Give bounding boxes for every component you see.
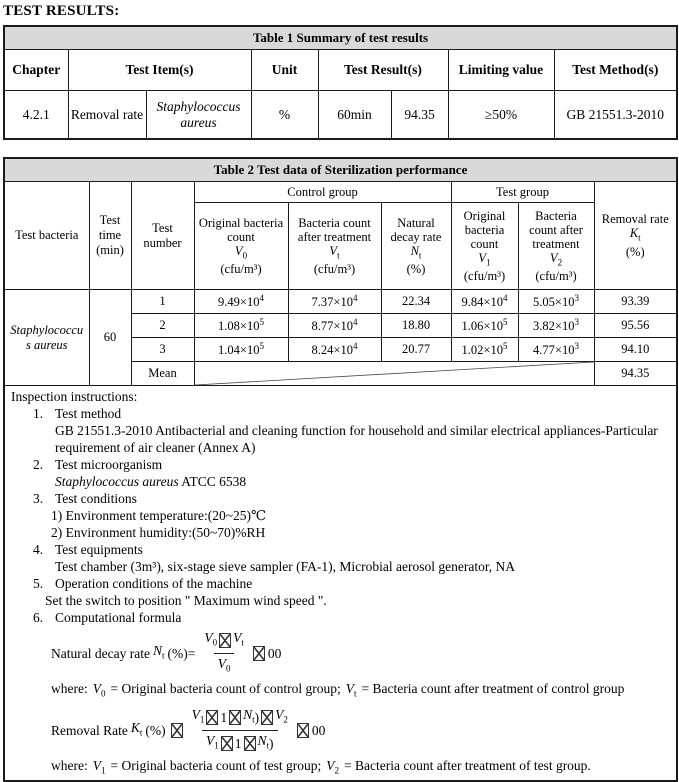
var-V: V (191, 707, 200, 723)
cell-v0 (194, 314, 288, 338)
table1-header-row (4, 50, 677, 91)
var-V1 (93, 757, 106, 780)
cell-duration: 60min (318, 91, 391, 140)
instruction-item-5 (11, 575, 670, 592)
item-number: 4. (33, 542, 44, 557)
var-K-sub: t (139, 727, 143, 738)
var-N: N (257, 732, 267, 748)
subheader-nt-unit: (%) (406, 262, 426, 277)
table1-header-test-items: Test Item(s) (68, 50, 251, 91)
subheader-v2-symbol (521, 251, 592, 270)
var-V: V (92, 758, 101, 774)
subheader-v1 (451, 203, 518, 290)
cell-v1 (451, 314, 518, 338)
sci-exponent: 5 (259, 316, 264, 327)
subheader-v2-unit: (cfu/m³) (535, 269, 577, 284)
var-Vt (346, 680, 357, 703)
table2-header-test-number: Test number (131, 182, 194, 290)
cell-test-item: Removal rate (68, 91, 146, 140)
var-V: V (217, 655, 226, 671)
cell-result: 94.35 (391, 91, 448, 140)
table1-header-test-methods: Test Method(s) (554, 50, 677, 91)
var-V-sub: t (354, 689, 357, 700)
item-title: Test equipments (55, 542, 143, 557)
missing-glyph-icon (219, 633, 231, 648)
item-3-line-1: 1) Environment temperature:(20~25)℃ (51, 508, 267, 523)
var-Nt (243, 706, 255, 729)
formula-pct: (%) (145, 722, 166, 738)
where-def: = Bacteria count after treatment of control group (361, 681, 625, 697)
var-V-sub: 1 (100, 766, 106, 777)
var-V: V (206, 732, 215, 748)
var-V-sub: 1 (486, 257, 491, 268)
var-Nt (153, 642, 165, 665)
instructions-row (4, 386, 677, 782)
cell-diagonal-strike (194, 362, 594, 386)
instruction-item-6 (11, 609, 670, 626)
item-title: Test method (55, 406, 122, 421)
item-title: Test microorganism (55, 457, 163, 472)
formula-label: Removal Rate (51, 722, 128, 738)
cell-test-bacteria: Staphylococcus aureus (4, 290, 89, 386)
item-title: Operation conditions of the machine (55, 576, 253, 591)
formula-label: Natural decay rate (51, 645, 150, 661)
cell-mean-removal-rate: 94.35 (594, 362, 677, 386)
sci-mantissa: 1.02×10 (461, 343, 503, 358)
table-row (4, 91, 677, 140)
var-N-sub: t (266, 740, 270, 751)
fraction-numerator (200, 629, 248, 653)
item-2-body (55, 473, 670, 490)
formula-one: 1 (234, 735, 242, 751)
subheader-vt-symbol (291, 244, 379, 263)
cell-nt: 22.34 (381, 290, 451, 314)
var-K: K (629, 226, 639, 241)
cell-removal-rate: 95.56 (594, 314, 677, 338)
var-V-sub: 0 (225, 663, 231, 674)
removal-rate-label: Removal rate (601, 212, 669, 227)
table2-header-test-time: Test time (min) (89, 182, 131, 290)
var-V2 (275, 706, 288, 729)
var-V: V (233, 630, 242, 645)
table1-header-limiting-value: Limiting value (448, 50, 554, 91)
item-number: 1. (33, 406, 44, 421)
cell-v2 (518, 290, 594, 314)
var-K-sub: t (638, 232, 641, 243)
var-V-sub: t (241, 637, 244, 648)
item-3-line-2: 2) Environment humidity:(50~70)%RH (51, 525, 266, 540)
var-V-sub: 2 (334, 766, 340, 777)
var-N-sub: t (418, 250, 422, 261)
var-V: V (345, 681, 355, 697)
missing-glyph-icon (244, 736, 256, 751)
diagonal-line-icon (195, 362, 594, 385)
cell-unit: % (251, 91, 318, 140)
subheader-v0-symbol (197, 244, 286, 263)
where-def: = Original bacteria count of test group; (110, 758, 322, 774)
fraction-denominator (214, 653, 235, 678)
fraction (188, 706, 292, 754)
cell-vt (288, 290, 381, 314)
sci-mantissa: 7.37×10 (311, 295, 353, 310)
sci-exponent: 5 (259, 340, 264, 351)
formula-one: 1 (220, 709, 228, 725)
subheader-v0 (194, 203, 288, 290)
instructions-title: Inspection instructions: (11, 389, 138, 404)
var-K: K (130, 719, 140, 735)
cell-test-number: 2 (131, 314, 194, 338)
cell-v2 (518, 314, 594, 338)
var-Nt (258, 732, 270, 755)
removal-rate-formula (51, 706, 670, 754)
item-title: Computational formula (55, 610, 182, 625)
instruction-item-1 (11, 405, 670, 422)
table1-caption: Table 1 Summary of test results (4, 26, 677, 50)
cell-removal-rate: 94.10 (594, 338, 677, 362)
fraction (200, 629, 248, 677)
cell-mean-label: Mean (131, 362, 194, 386)
item-number: 3. (33, 491, 44, 506)
formula-tail: 00 (311, 722, 326, 738)
cell-test-time: 60 (89, 290, 131, 386)
var-V-sub: 2 (283, 714, 288, 725)
cell-v1 (451, 338, 518, 362)
var-V0 (93, 680, 106, 703)
table1-caption-row (4, 26, 677, 50)
table1-header-test-results: Test Result(s) (318, 50, 448, 91)
sci-exponent: 4 (259, 292, 264, 303)
fraction-denominator (202, 730, 278, 755)
cell-v2 (518, 338, 594, 362)
sci-mantissa: 4.77×10 (533, 343, 575, 358)
subheader-v2 (518, 203, 594, 290)
where-def: = Bacteria count after treatment of test group. (344, 758, 591, 774)
var-Vt (233, 629, 244, 652)
var-V: V (234, 243, 243, 258)
natural-decay-formula (51, 629, 670, 677)
var-Kt (131, 719, 143, 742)
cell-removal-rate: 93.39 (594, 290, 677, 314)
var-V1 (192, 706, 205, 729)
cell-vt (288, 338, 381, 362)
var-V: V (92, 681, 101, 697)
var-V: V (329, 243, 338, 258)
missing-glyph-icon (221, 736, 233, 751)
item-number: 2. (33, 457, 44, 472)
cell-test-number: 3 (131, 338, 194, 362)
item-5-body: Set the switch to position " Maximum wind speed ". (45, 593, 327, 608)
sci-mantissa: 3.82×10 (533, 319, 575, 334)
formula-paren: ) (254, 709, 260, 725)
subheader-v1-label: Original bacteria count (463, 208, 506, 251)
cell-v0 (194, 338, 288, 362)
cell-chapter: 4.2.1 (4, 91, 68, 140)
missing-glyph-icon (297, 723, 309, 738)
var-V-sub: 0 (212, 637, 218, 648)
strain-id: ATCC 6538 (178, 474, 247, 489)
var-V-sub: 1 (214, 740, 219, 751)
var-V-sub: 1 (199, 714, 205, 725)
table1-header-chapter: Chapter (4, 50, 68, 91)
subheader-vt-unit: (cfu/m³) (313, 262, 356, 277)
missing-glyph-icon (253, 646, 265, 661)
cell-v1 (451, 290, 518, 314)
cell-nt: 18.80 (381, 314, 451, 338)
var-V: V (478, 250, 487, 265)
sci-exponent: 4 (502, 292, 508, 303)
instruction-item-2 (11, 456, 670, 473)
sci-exponent: 4 (352, 292, 358, 303)
var-N: N (410, 243, 419, 258)
removal-rate-symbol (597, 226, 675, 245)
table1-header-unit: Unit (251, 50, 318, 91)
cell-test-number: 1 (131, 290, 194, 314)
sci-exponent: 5 (502, 316, 508, 327)
fraction-numerator (188, 706, 292, 730)
table2-caption-row (4, 158, 677, 182)
sci-exponent: 3 (574, 292, 579, 303)
table-row (4, 290, 677, 314)
var-V-sub: 0 (100, 689, 106, 700)
where-prefix: where: (51, 758, 88, 774)
sci-mantissa: 9.49×10 (218, 295, 260, 310)
cell-method: GB 21551.3-2010 (554, 91, 677, 140)
var-V: V (326, 758, 335, 774)
subheader-v0-unit: (cfu/m³) (220, 262, 262, 277)
sci-exponent: 4 (352, 316, 358, 327)
table2-group-header-row (4, 182, 677, 203)
sci-mantissa: 1.08×10 (218, 319, 260, 334)
sci-mantissa: 5.05×10 (533, 295, 575, 310)
cell-vt (288, 314, 381, 338)
var-V2 (326, 757, 339, 780)
var-N: N (243, 707, 253, 723)
table2-header-control-group: Control group (194, 182, 451, 203)
item-title: Test conditions (55, 491, 137, 506)
subheader-vt-label: Bacteria count after treatment (297, 215, 372, 244)
table1-summary (3, 25, 678, 140)
subheader-vt (288, 203, 381, 290)
where-test-line (51, 757, 670, 780)
table2-sterilization-data (3, 157, 678, 782)
formula-equals: (%)= (167, 645, 196, 661)
subheader-v1-unit: (cfu/m³) (463, 269, 506, 284)
var-V: V (549, 250, 558, 265)
sci-exponent: 4 (352, 340, 358, 351)
subheader-nt-symbol (384, 244, 449, 263)
var-N-sub: t (252, 714, 255, 725)
species-name: Staphylococcus aureus (55, 474, 179, 489)
table2-header-removal-rate (594, 182, 677, 290)
sci-mantissa: 1.04×10 (218, 343, 260, 358)
var-V: V (204, 630, 213, 645)
where-control-line (51, 680, 670, 703)
sci-exponent: 3 (574, 316, 579, 327)
where-prefix: where: (51, 681, 88, 697)
item-4-body: Test chamber (3m³), six-stage sieve sampler (FA-1), Microbial aerosol generator, NA (55, 559, 516, 574)
var-V-sub: t (337, 250, 340, 261)
var-V: V (275, 707, 284, 723)
var-V0 (204, 629, 217, 652)
sci-mantissa: 8.24×10 (311, 343, 353, 358)
table2-header-test-group: Test group (451, 182, 594, 203)
formula-tail: 00 (267, 645, 282, 661)
table2-header-test-bacteria: Test bacteria (4, 182, 89, 290)
missing-glyph-icon (171, 723, 183, 738)
page-title: TEST RESULTS: (3, 3, 120, 19)
cell-v0 (194, 290, 288, 314)
var-V-sub: 0 (242, 250, 248, 261)
sci-mantissa: 1.06×10 (461, 319, 503, 334)
var-V0 (218, 655, 231, 678)
var-N: N (152, 642, 162, 658)
subheader-nt (381, 203, 451, 290)
var-V-sub: 2 (557, 257, 563, 268)
item-1-body: GB 21551.3-2010 Antibacterial and cleaning function for household and similar electrical appliances-Particular requirement of air cleaner (Annex A) (55, 423, 658, 455)
subheader-nt-label: Natural decay rate (390, 215, 442, 244)
removal-rate-unit: (%) (625, 244, 645, 259)
item-number: 6. (33, 610, 44, 625)
item-number: 5. (33, 576, 44, 591)
instruction-item-3 (11, 490, 670, 507)
sci-exponent: 3 (574, 340, 579, 351)
where-def: = Original bacteria count of control group; (110, 681, 341, 697)
instruction-item-4 (11, 541, 670, 558)
table2-caption: Table 2 Test data of Sterilization performance (4, 158, 677, 182)
var-N-sub: t (161, 650, 165, 661)
cell-nt: 20.77 (381, 338, 451, 362)
sci-exponent: 5 (502, 340, 508, 351)
cell-limit: ≥50% (448, 91, 554, 140)
subheader-v0-label: Original bacteria count (198, 215, 284, 244)
sci-mantissa: 8.77×10 (311, 319, 353, 334)
formula-paren: ) (269, 735, 274, 751)
var-V1 (206, 732, 219, 755)
subheader-v2-label: Bacteria count after treatment (529, 208, 583, 251)
sci-mantissa: 9.84×10 (461, 295, 503, 310)
inspection-instructions (4, 386, 677, 782)
cell-organism: Staphylococcus aureus (146, 91, 251, 140)
subheader-v1-symbol (454, 251, 516, 270)
